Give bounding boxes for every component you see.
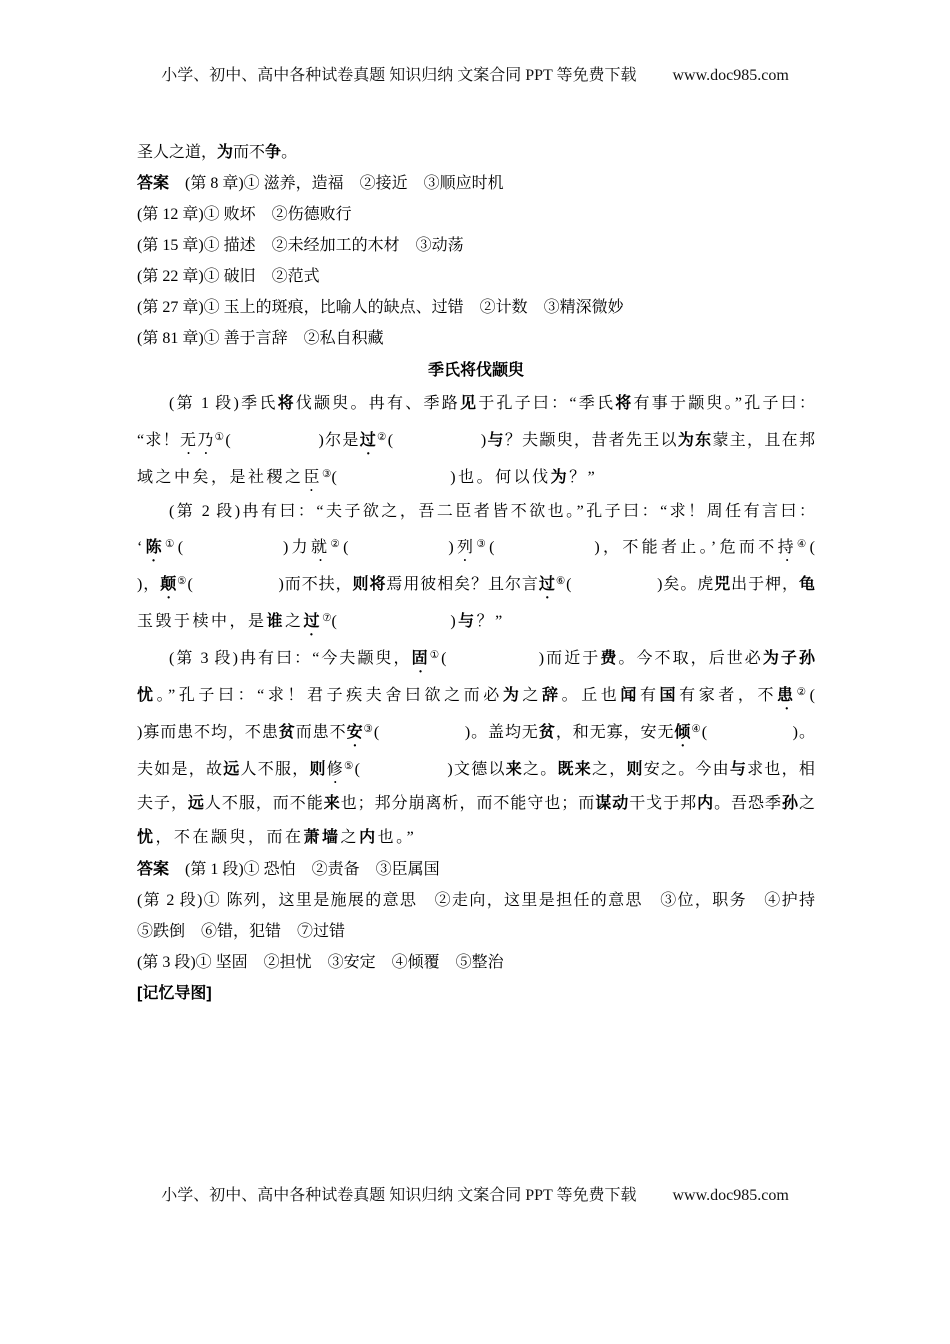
document-content [137, 137, 815, 1009]
text-segment: ？夫颛臾，昔者先王以 [504, 431, 678, 449]
footnote-number: ② [330, 539, 344, 550]
page-footer [0, 1186, 950, 1206]
text-segment: ( )，不能者止。’危而不 [489, 539, 778, 556]
section-title [137, 354, 815, 387]
footnote-number: ⑥ [555, 576, 567, 587]
text-segment: 列 [453, 539, 477, 556]
text-segment: 之 [798, 795, 815, 812]
text-line [137, 421, 815, 458]
text-segment: 。”孔子曰：“求！君子疾夫舍曰欲之而必 [156, 687, 503, 704]
text-segment: ( )文德以 [354, 761, 506, 778]
text-segment: 有事于颛臾。”孔子曰： [633, 395, 815, 412]
text-line [137, 854, 815, 885]
text-segment: 辞 [542, 687, 562, 704]
text-line [137, 676, 815, 713]
text-segment: 来 [505, 761, 523, 778]
text-segment: 夫子， [137, 795, 188, 812]
text-segment: 与 [729, 761, 748, 778]
text-segment: 夫如是，故 [137, 761, 224, 778]
text-segment: )， [137, 576, 161, 593]
text-segment: 闻 [620, 687, 640, 704]
text-segment: 为 [550, 468, 570, 486]
text-segment: 之 [522, 687, 543, 704]
text-segment: 为 [217, 144, 234, 161]
header-text: 小学、初中、高中各种试卷真题 知识归纳 文案合同 PPT 等免费下载 [161, 67, 637, 84]
text-segment: 龟 [798, 576, 815, 593]
text-segment: 答案 [137, 175, 170, 192]
text-segment: 也；邦分崩离析，而不能守也；而 [340, 795, 596, 812]
text-segment: 内 [359, 828, 378, 846]
text-line [137, 821, 815, 855]
text-segment: 则 [309, 761, 327, 778]
text-segment: 忧 [137, 828, 156, 846]
footnote-number: ① [214, 431, 226, 443]
text-segment: (第 27 章)① 玉上的斑痕，比喻人的缺点、过错 ②计数 ③精深微妙 [137, 299, 624, 316]
text-segment: 。今不取，后世必 [618, 650, 763, 667]
text-line [137, 292, 815, 323]
text-segment: 将 [615, 395, 634, 412]
text-segment: (第 1 段)季氏 [169, 395, 278, 412]
text-line [137, 528, 815, 565]
text-segment: 。吾恐季 [714, 795, 782, 812]
text-segment: ( )而不扶， [187, 576, 353, 593]
text-segment: 远 [223, 761, 241, 778]
footnote-number: ④ [796, 539, 810, 550]
text-line [137, 137, 815, 168]
text-segment: 谋动 [595, 795, 630, 812]
text-line [137, 787, 815, 821]
text-segment: 与 [458, 613, 477, 630]
text-segment: 之。 [522, 761, 558, 778]
text-line [137, 750, 815, 787]
text-segment: ( [809, 539, 815, 556]
text-segment: (第 1 段)① 恐怕 ②责备 ③臣属国 [169, 861, 440, 878]
text-line [137, 916, 815, 947]
text-segment: 人不服， [240, 761, 310, 778]
text-line [137, 885, 815, 916]
footnote-number: ③ [363, 724, 374, 735]
text-segment: (第 8 章)① 滋养，造福 ②接近 ③顺应时机 [169, 175, 504, 192]
footnote-number: ⑦ [322, 613, 332, 624]
text-segment: 之， [591, 761, 627, 778]
text-segment: 无乃 [180, 431, 215, 449]
text-segment: 来 [323, 795, 341, 812]
footnote-number: ⑤ [177, 576, 188, 587]
text-segment: 国 [659, 687, 680, 704]
text-segment: 也。” [377, 828, 417, 846]
text-segment: 忧 [137, 687, 157, 704]
text-segment: 兕 [714, 576, 732, 593]
text-segment: ，和无寡，安无 [555, 724, 675, 741]
text-segment: 孙 [781, 795, 799, 812]
memory-map-label [137, 978, 815, 1009]
text-segment: 过 [538, 576, 556, 593]
text-segment: 则 [626, 761, 644, 778]
text-segment: (第 15 章)① 描述 ②未经加工的木材 ③动荡 [137, 237, 464, 254]
text-segment: “求！ [137, 431, 181, 449]
text-segment: 过 [359, 431, 378, 449]
text-segment: 为子孙 [762, 650, 815, 667]
text-segment: 内 [697, 795, 715, 812]
text-segment: ( )。盖均无 [373, 724, 539, 741]
text-segment: 颠 [160, 576, 178, 593]
text-segment: 为东 [677, 431, 713, 449]
text-segment: ( )而近于 [441, 650, 601, 667]
text-segment: 安之。今由 [643, 761, 730, 778]
text-segment: 。 [281, 144, 298, 161]
text-segment: ( ) [343, 539, 454, 556]
text-segment: ？” [569, 468, 598, 486]
text-segment: 争 [265, 144, 282, 161]
text-segment: (第 3 段)① 坚固 ②担忧 ③安定 ④倾覆 ⑤整治 [137, 954, 504, 971]
text-segment: [记忆导图] [137, 985, 212, 1002]
text-segment: 伐颛臾。冉有、季路 [295, 395, 460, 412]
text-segment: 患 [777, 687, 797, 704]
text-line [137, 639, 815, 676]
text-segment: (第 81 章)① 善于言辞 ②私自积藏 [137, 330, 384, 347]
footnote-number: ④ [691, 724, 702, 735]
text-line [137, 323, 815, 354]
text-segment: 贫 [278, 724, 296, 741]
text-segment: ( )矣。虎 [566, 576, 715, 593]
text-segment: ( )力 [177, 539, 311, 556]
text-segment: ( )。 [701, 724, 815, 741]
text-line [137, 168, 815, 199]
page-header [0, 66, 950, 86]
text-segment: 之 [340, 828, 360, 846]
text-segment: ( )尔是 [225, 431, 360, 449]
footnote-number: ② [796, 687, 810, 698]
text-segment: 圣人之道， [137, 144, 218, 161]
text-segment: ( )也。何以伐 [331, 468, 551, 486]
text-line [137, 387, 815, 421]
text-segment: 而患不 [295, 724, 347, 741]
text-segment: ( ) [331, 613, 459, 630]
text-segment: 安 [346, 724, 364, 741]
text-segment: 过 [303, 613, 323, 630]
text-segment: 贫 [538, 724, 556, 741]
text-segment: (第 2 段)① 陈列，这里是施展的意思 ②走向，这里是担任的意思 ③位，职务 ④护持 [137, 892, 815, 909]
text-line [137, 458, 815, 495]
text-segment: 之 [285, 613, 304, 630]
text-line [137, 495, 815, 529]
text-segment: 域之中矣，是社稷之 [137, 468, 304, 486]
text-line [137, 713, 815, 750]
text-segment: 将 [277, 395, 296, 412]
footnote-number: ③ [322, 468, 332, 480]
text-segment: ( ) [387, 431, 487, 449]
header-url: www.doc985.com [672, 67, 789, 84]
text-line [137, 230, 815, 261]
text-segment: 出于柙， [731, 576, 799, 593]
text-segment: ( [809, 687, 815, 704]
text-segment: 蒙主，且在邦 [712, 431, 815, 449]
text-segment: 季氏将伐颛臾 [427, 362, 524, 379]
text-segment: 谁 [266, 613, 286, 630]
text-segment: ，不在颛臾，而在 [155, 828, 304, 846]
text-segment: 臣 [303, 468, 323, 486]
text-segment: 有 [639, 687, 660, 704]
footnote-number: ③ [476, 539, 490, 550]
text-segment: (第 2 段)冉有曰：“夫子欲之，吾二臣者皆不欲也。”孔子曰：“求！周任有言曰： [169, 502, 815, 520]
text-segment: (第 12 章)① 败坏 ②伤德败行 [137, 206, 352, 223]
footnote-number: ① [164, 539, 178, 550]
text-segment: 陈 [142, 539, 165, 556]
text-segment: 萧墙 [303, 828, 341, 846]
text-segment: 求也，相 [747, 761, 815, 778]
text-segment: 倾 [674, 724, 692, 741]
text-segment: 见 [459, 395, 479, 412]
text-segment: 既来 [557, 761, 592, 778]
text-line [137, 565, 815, 602]
text-line [137, 199, 815, 230]
text-segment: 玉毁于椟中，是 [137, 613, 267, 630]
text-segment: 与 [486, 431, 505, 449]
text-segment: (第 22 章)① 破旧 ②范式 [137, 268, 320, 285]
text-segment: 费 [600, 650, 619, 667]
text-segment: 修 [326, 761, 344, 778]
text-segment: ？” [476, 613, 505, 630]
footnote-number: ① [429, 650, 442, 661]
text-segment: 。丘也 [561, 687, 621, 704]
text-segment: 远 [187, 795, 205, 812]
text-segment: 有家者，不 [679, 687, 778, 704]
text-segment: 为 [502, 687, 523, 704]
text-segment: 持 [777, 539, 797, 556]
footnote-number: ② [377, 431, 388, 443]
text-segment: 则将 [352, 576, 387, 593]
text-segment: 人不服，而不能 [204, 795, 324, 812]
text-segment: 而不 [233, 144, 266, 161]
text-line [137, 947, 815, 978]
text-segment: 于孔子曰：“季氏 [478, 395, 616, 412]
text-line [137, 602, 815, 639]
text-segment: 固 [411, 650, 430, 667]
text-segment: )寡而患不均，不患 [137, 724, 279, 741]
text-segment: 焉用彼相矣？且尔言 [386, 576, 539, 593]
text-segment: 答案 [137, 861, 170, 878]
text-segment: 干戈于邦 [629, 795, 698, 812]
text-segment: (第 3 段)冉有曰：“今夫颛臾， [169, 650, 412, 667]
text-segment: ⑤跌倒 ⑥错，犯错 ⑦过错 [137, 923, 346, 940]
footnote-number: ⑤ [343, 761, 355, 772]
footer-text: 小学、初中、高中各种试卷真题 知识归纳 文案合同 PPT 等免费下载 [161, 1187, 637, 1204]
text-segment: 就 [310, 539, 331, 556]
text-line [137, 261, 815, 292]
footer-url: www.doc985.com [672, 1187, 789, 1204]
text-segment: ‘ [137, 539, 143, 556]
